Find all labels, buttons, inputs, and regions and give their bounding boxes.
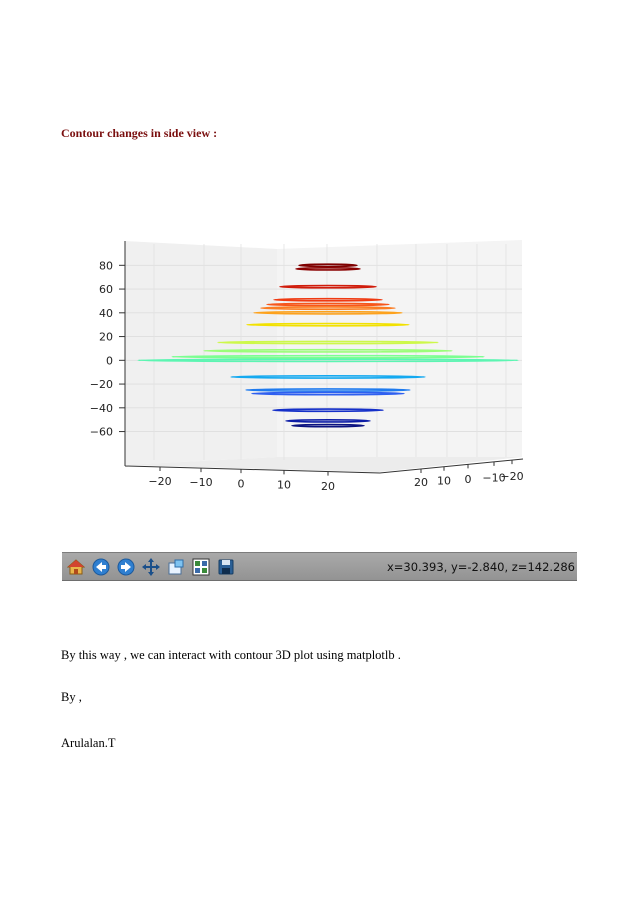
y-tick-label: −10: [482, 471, 506, 485]
save-button[interactable]: [216, 557, 236, 577]
floppy-disk-icon: [217, 558, 235, 576]
z-tick-label: −40: [89, 401, 113, 415]
y-tick-label: 20: [414, 476, 428, 489]
configure-subplots-button[interactable]: [191, 557, 211, 577]
z-tick-label: 40: [99, 306, 113, 320]
section-heading: Contour changes in side view :: [61, 126, 218, 140]
zoom-rect-icon: [167, 558, 185, 576]
back-button[interactable]: [91, 557, 111, 577]
plot-canvas[interactable]: [60, 235, 580, 500]
x-tick-label: 0: [237, 477, 245, 491]
move-arrows-icon: [142, 558, 160, 576]
forward-arrow-icon: [117, 558, 135, 576]
navigation-toolbar: [62, 552, 577, 581]
z-tick-label: 60: [99, 283, 113, 297]
zoom-button[interactable]: [166, 557, 186, 577]
home-button[interactable]: [66, 557, 86, 577]
y-tick-label: −20: [500, 470, 524, 483]
z-tick-label: 80: [99, 259, 113, 273]
z-tick-label: −20: [89, 378, 113, 392]
back-arrow-icon: [92, 558, 110, 576]
pan-button[interactable]: [141, 557, 161, 577]
cursor-coordinates: x=30.393, y=-2.840, z=142.286: [386, 559, 575, 574]
x-tick-label: −20: [148, 475, 172, 488]
subplots-config-icon: [192, 558, 210, 576]
y-tick-label: 10: [437, 474, 451, 488]
contour-3d-plot[interactable]: [60, 235, 580, 500]
x-tick-label: 10: [277, 478, 291, 492]
x-tick-label: 20: [321, 479, 335, 493]
z-tick-label: 20: [99, 330, 113, 344]
z-axis-ticks: [90, 259, 125, 438]
home-icon: [67, 558, 85, 576]
forward-button[interactable]: [116, 557, 136, 577]
y-tick-label: 0: [464, 473, 472, 486]
by-label: By ,: [61, 690, 82, 704]
x-tick-label: −10: [189, 476, 213, 490]
author-name: Arulalan.T: [61, 736, 116, 750]
body-text: By this way , we can interact with contour 3D plot using matplotlb .: [61, 648, 401, 662]
z-tick-label: −60: [89, 425, 113, 439]
z-tick-label: 0: [106, 354, 113, 368]
